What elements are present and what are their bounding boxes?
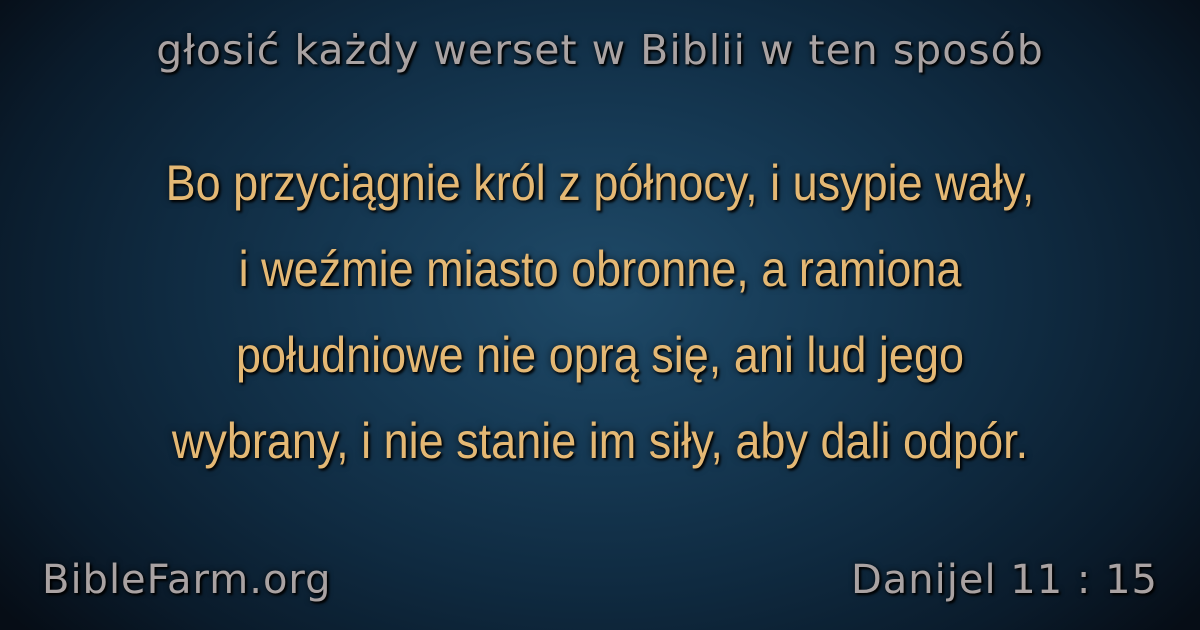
verse-line: wybrany, i nie stanie im siły, aby dali odpór.	[171, 413, 1029, 469]
verse-line: i weźmie miasto obronne, a ramiona	[238, 241, 962, 297]
verse-line: południowe nie oprą się, ani lud jego	[235, 327, 965, 383]
verse-line: Bo przyciągnie król z północy, i usypie wały,	[165, 155, 1035, 211]
site-name: BibleFarm.org	[42, 557, 332, 603]
verse-text	[40, 140, 1160, 484]
verse-reference: Danijel 11 : 15	[850, 557, 1158, 603]
tagline: głosić każdy werset w Biblii w ten sposób	[156, 26, 1044, 74]
